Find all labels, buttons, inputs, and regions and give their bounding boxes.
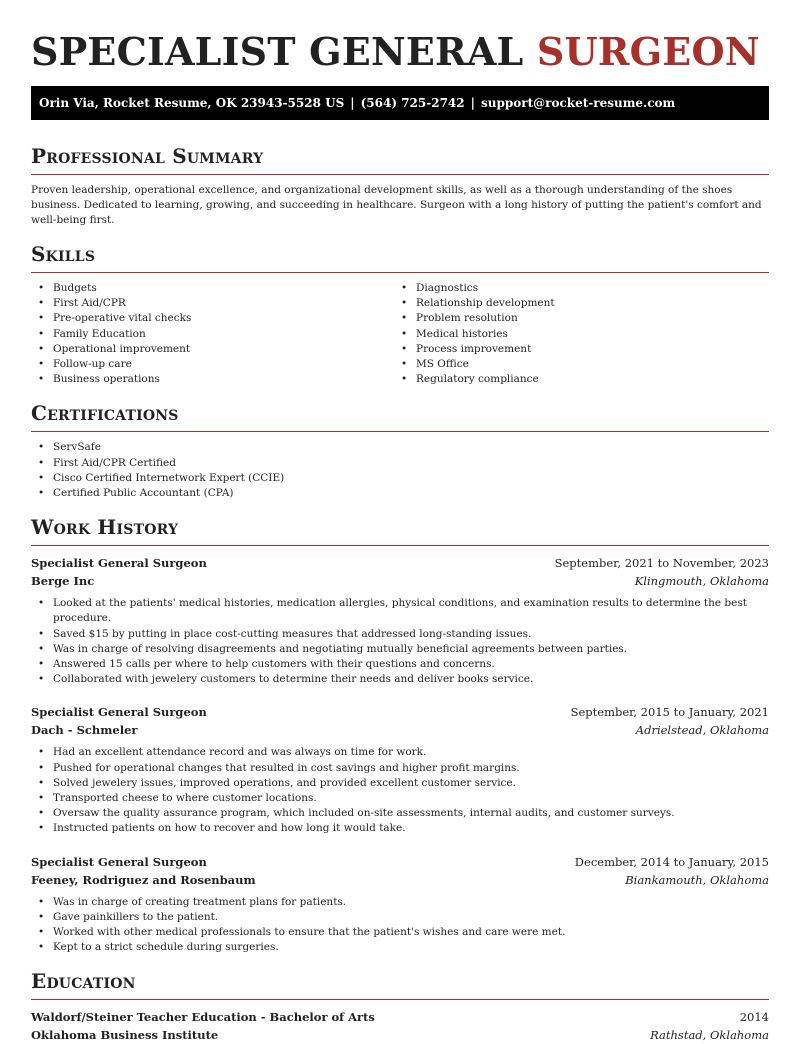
bullet-icon: • xyxy=(38,776,45,789)
contact-address: Orin Via, Rocket Resume, OK 23943-5528 US xyxy=(39,96,345,110)
job-title: Specialist General Surgeon xyxy=(31,705,207,720)
certifications-list xyxy=(31,440,769,501)
skill-label: Pre-operative vital checks xyxy=(53,312,192,325)
job-location: Adrielstead, Oklahoma xyxy=(635,723,769,738)
certification-label: ServSafe xyxy=(53,441,101,454)
job-bullet xyxy=(31,745,769,760)
certification-label: Cisco Certified Internetwork Expert (CCIE) xyxy=(53,471,285,484)
job-bullet-text: Worked with other medical professionals to ensure that the patient's wishes and care were met. xyxy=(53,926,566,939)
job-bullet-text: Solved jewelery issues, improved operations, and provided excellent customer service. xyxy=(53,776,516,789)
job-header-row xyxy=(31,703,769,721)
bullet-icon: • xyxy=(38,642,45,655)
job-bullet xyxy=(31,925,769,940)
certification-label: Certified Public Accountant (CPA) xyxy=(53,487,234,500)
skill-item xyxy=(31,311,394,326)
job-bullet-text: Oversaw the quality assurance program, which included on-site assessments, internal audits, and customer surveys. xyxy=(53,807,675,820)
contact-email[interactable]: support@rocket-resume.com xyxy=(481,96,676,110)
job-bullet-text: Pushed for operational changes that resulted in cost savings and higher profit margins. xyxy=(53,761,520,774)
job-entry xyxy=(31,703,769,836)
job-title: Specialist General Surgeon xyxy=(31,854,207,869)
job-company-row xyxy=(31,572,769,590)
job-entry xyxy=(31,853,769,956)
skill-label: Regulatory compliance xyxy=(416,373,539,386)
bullet-icon: • xyxy=(38,941,45,954)
contact-separator: | xyxy=(470,96,476,110)
title-accent: SURGEON xyxy=(536,29,760,74)
skill-label: First Aid/CPR xyxy=(53,297,126,310)
education-heading: Education xyxy=(31,969,136,994)
skill-item xyxy=(394,372,757,387)
job-bullet xyxy=(31,642,769,657)
skill-item xyxy=(31,357,394,372)
bullet-icon: • xyxy=(38,456,45,469)
skills-heading: Skills xyxy=(31,242,96,266)
skill-item xyxy=(394,342,757,357)
skills-left-column xyxy=(31,281,394,387)
job-bullet-text: Collaborated with jewelery customers to determine their needs and deliver books service. xyxy=(53,673,534,686)
skills-columns xyxy=(31,281,769,387)
bullet-icon: • xyxy=(38,297,45,310)
job-company-row xyxy=(31,871,769,889)
job-entry xyxy=(31,554,769,687)
job-bullet xyxy=(31,657,769,672)
contact-separator: | xyxy=(350,96,355,110)
contact-bar xyxy=(31,86,769,120)
job-bullet-text: Answered 15 calls per where to help customers with their questions and concerns. xyxy=(53,658,495,671)
bullet-icon: • xyxy=(401,297,408,310)
skills-right-list xyxy=(394,281,757,387)
job-bullet xyxy=(31,761,769,776)
work-history-section xyxy=(31,515,769,955)
job-bullet-text: Was in charge of resolving disagreements and negotiating mutually beneficial agreements between parties. xyxy=(53,642,628,655)
section-divider xyxy=(31,545,769,546)
skill-label: Business operations xyxy=(53,373,160,386)
job-bullet-text: Looked at the patients' medical histories, medication allergies, physical conditions, and examination results to determine the best procedure. xyxy=(53,597,747,625)
job-company: Berge Inc xyxy=(31,574,95,589)
bullet-icon: • xyxy=(401,312,408,325)
job-bullet xyxy=(31,821,769,836)
job-location: Biankamouth, Oklahoma xyxy=(625,872,769,887)
bullet-icon: • xyxy=(401,282,408,294)
job-bullet-text: Kept to a strict schedule during surgeries. xyxy=(53,941,279,954)
job-dates: September, 2021 to November, 2023 xyxy=(554,556,769,571)
bullet-icon: • xyxy=(38,658,45,671)
bullet-icon: • xyxy=(401,373,408,386)
certifications-heading: Certifications xyxy=(31,401,179,426)
job-header-row xyxy=(31,554,769,572)
section-divider xyxy=(31,999,769,1000)
skill-label: Medical histories xyxy=(416,327,508,340)
bullet-icon: • xyxy=(38,441,45,454)
job-bullet xyxy=(31,596,769,626)
skill-label: Process improvement xyxy=(416,342,532,355)
skill-label: MS Office xyxy=(416,358,469,371)
bullet-icon: • xyxy=(38,792,45,805)
certification-item xyxy=(31,486,769,501)
skill-label: Family Education xyxy=(53,327,146,340)
job-bullet xyxy=(31,791,769,806)
title-main: SPECIALIST GENERAL xyxy=(31,29,524,74)
education-section xyxy=(31,969,769,1044)
resume-title xyxy=(31,0,769,86)
bullet-icon: • xyxy=(38,327,45,340)
bullet-icon: • xyxy=(38,282,45,294)
contact-phone[interactable]: (564) 725-2742 xyxy=(360,96,465,110)
education-year: 2014 xyxy=(739,1010,769,1025)
education-location: Rathstad, Oklahoma xyxy=(650,1028,769,1043)
skill-label: Budgets xyxy=(53,282,97,294)
skill-item xyxy=(31,296,394,311)
certification-label: First Aid/CPR Certified xyxy=(53,456,176,469)
bullet-icon: • xyxy=(38,926,45,939)
job-bullet xyxy=(31,940,769,955)
job-bullets xyxy=(31,745,769,836)
summary-section xyxy=(31,144,769,228)
skills-section xyxy=(31,242,769,387)
job-bullet xyxy=(31,672,769,687)
bullet-icon: • xyxy=(401,358,408,371)
skills-left-list xyxy=(31,281,394,387)
job-bullet-text: Had an excellent attendance record and was always on time for work. xyxy=(53,746,427,759)
skill-label: Relationship development xyxy=(416,297,555,310)
skills-right-column xyxy=(394,281,757,387)
job-bullet-text: Saved $15 by putting in place cost-cutting measures that addressed long-standing issues. xyxy=(53,627,532,640)
bullet-icon: • xyxy=(38,761,45,774)
certification-item xyxy=(31,471,769,486)
job-bullet-text: Instructed patients on how to recover and how long it would take. xyxy=(53,822,406,835)
skill-item xyxy=(394,357,757,372)
skill-item xyxy=(31,342,394,357)
skill-item xyxy=(394,327,757,342)
skill-label: Diagnostics xyxy=(416,282,479,294)
education-header-row xyxy=(31,1008,769,1026)
bullet-icon: • xyxy=(38,471,45,484)
certification-item xyxy=(31,456,769,471)
section-divider xyxy=(31,272,769,273)
section-divider xyxy=(31,174,769,175)
job-title: Specialist General Surgeon xyxy=(31,556,207,571)
summary-text: Proven leadership, operational excellence, and organizational development skills, as well as a thorough understanding of the shoes business. Dedicated to learning, growing, and succeeding in healthcare. Surgeon with a long history of putting the patient's comfort and well-being first. xyxy=(31,184,762,226)
education-school: Oklahoma Business Institute xyxy=(31,1028,219,1043)
job-bullet xyxy=(31,910,769,925)
summary-heading: Professional Summary xyxy=(31,144,264,168)
certification-item xyxy=(31,440,769,455)
bullet-icon: • xyxy=(401,327,408,340)
certifications-section xyxy=(31,401,769,501)
bullet-icon: • xyxy=(38,627,45,640)
job-bullet xyxy=(31,895,769,910)
skill-item xyxy=(394,296,757,311)
bullet-icon: • xyxy=(38,807,45,820)
job-dates: September, 2015 to January, 2021 xyxy=(570,705,769,720)
job-location: Klingmouth, Oklahoma xyxy=(634,574,769,589)
job-bullet xyxy=(31,627,769,642)
job-bullet xyxy=(31,806,769,821)
skill-label: Problem resolution xyxy=(416,312,518,325)
job-dates: December, 2014 to January, 2015 xyxy=(574,854,769,869)
job-bullet-text: Transported cheese to where customer locations. xyxy=(53,792,317,805)
skill-item xyxy=(394,281,757,296)
skill-label: Follow-up care xyxy=(53,358,132,371)
bullet-icon: • xyxy=(38,822,45,835)
bullet-icon: • xyxy=(38,746,45,759)
job-header-row xyxy=(31,853,769,871)
skill-label: Operational improvement xyxy=(53,342,191,355)
bullet-icon: • xyxy=(38,597,45,610)
bullet-icon: • xyxy=(38,673,45,686)
skill-item xyxy=(394,311,757,326)
job-bullet xyxy=(31,776,769,791)
bullet-icon: • xyxy=(38,487,45,500)
education-entry xyxy=(31,1008,769,1044)
job-company: Dach - Schmeler xyxy=(31,723,138,738)
work-history-heading: Work History xyxy=(31,515,179,540)
bullet-icon: • xyxy=(38,358,45,371)
bullet-icon: • xyxy=(38,373,45,386)
job-bullet-text: Gave painkillers to the patient. xyxy=(53,910,219,923)
skill-item xyxy=(31,372,394,387)
bullet-icon: • xyxy=(38,895,45,908)
job-bullet-text: Was in charge of creating treatment plans for patients. xyxy=(53,895,347,908)
section-divider xyxy=(31,431,769,432)
bullet-icon: • xyxy=(401,342,408,355)
bullet-icon: • xyxy=(38,312,45,325)
education-school-row xyxy=(31,1026,769,1044)
bullet-icon: • xyxy=(38,342,45,355)
education-degree: Waldorf/Steiner Teacher Education - Bachelor of Arts xyxy=(31,1010,375,1025)
job-bullets xyxy=(31,895,769,956)
bullet-icon: • xyxy=(38,910,45,923)
skill-item xyxy=(31,327,394,342)
job-company: Feeney, Rodriguez and Rosenbaum xyxy=(31,872,256,887)
skill-item xyxy=(31,281,394,296)
job-bullets xyxy=(31,596,769,687)
job-company-row xyxy=(31,721,769,739)
